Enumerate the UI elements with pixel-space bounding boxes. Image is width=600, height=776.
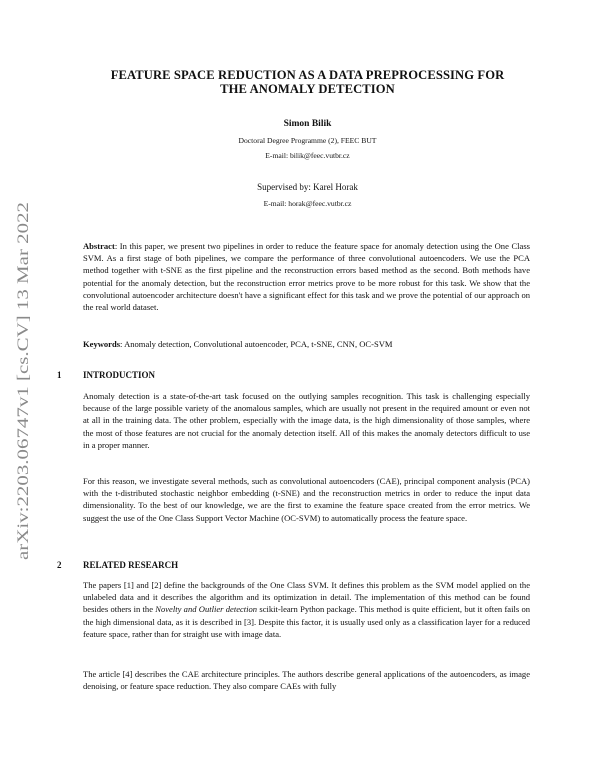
section-number: 1 xyxy=(57,370,62,380)
related-paragraph-1-start: The papers [1] and [2] define the backgrounds of the One Class SVM. It defines this problem as the SVM model applied on the unlabeled data and it describes the algorithm and its optimization in detail. The implementation of this method can be found besides others in the xyxy=(83,580,530,615)
abstract-label: Abstract xyxy=(83,241,115,251)
intro-paragraph-2: For this reason, we investigate several methods, such as convolutional autoencoders (CAE), principal component analysis (PCA) with the t-distributed stochastic neighbor embedding (t-SNE) and the reconstruction metrics in order to reduce the input data dimensionality. To the best of our knowledge, we are the first to examine the feature space created from the error metrics. We suggest the use of the One Class Support Vector Machine (OC-SVM) to automatically process the feature space. xyxy=(83,476,530,523)
intro-paragraph-1: Anomaly detection is a state-of-the-art task focused on the outlying samples recognition. This task is challenging especially because of the large possible variety of the anomalous samples, which are usually not present in the required amount or even not at all in the training data. The other problem, especially with the image data, is the high dimensionality of those samples, where the most of those features are not crucial for the anomaly detection itself. All of this makes the anomaly detectors difficult to use in a proper manner. xyxy=(83,391,530,450)
supervisor-line: Supervised by: Karel Horak xyxy=(257,182,358,192)
abstract-text: : In this paper, we present two pipelines in order to reduce the feature space for anomaly detection using the One Class SVM. As a first stage of both pipelines, we compare the performance of three convolutional autoencoders. We use the PCA method together with t-SNE as the first pipeline and the reconstruction errors based method as the second. Both methods have potential for the anomaly detection, but the reconstruction error metrics prove to be more robust for this task. We show that the convolutional autoencoder architecture doesn't have a significant effect for this task and we prove the potential of our approach on the real world dataset. xyxy=(83,241,530,313)
author-affiliation: Doctoral Degree Programme (2), FEEC BUT xyxy=(238,136,377,145)
section-heading-introduction xyxy=(57,370,155,380)
arxiv-identifier-text: arXiv:2203.06747v1 [cs.CV] 13 Mar 2022 xyxy=(15,286,32,560)
related-paragraph-2: The article [4] describes the CAE architecture principles. The authors describe general applications of the autoencoders, as image denoising, or feature space reduction. They also compare CAEs with fully xyxy=(83,669,530,692)
supervisor-email: E-mail: horak@feec.vutbr.cz xyxy=(263,199,352,208)
arxiv-side-stamp xyxy=(6,200,36,560)
title-line-2: THE ANOMALY DETECTION xyxy=(220,82,395,96)
section-title: INTRODUCTION xyxy=(83,370,156,380)
keywords-label: Keywords xyxy=(83,339,121,349)
abstract xyxy=(83,240,530,313)
keywords xyxy=(83,338,530,350)
related-paragraph-1-end: scikit-learn Python package. This method is quite efficient, but it often fails on the high dimensional data, as it is described in [3]. Despite this factor, it is usually used only as a classification layer for a reduced feature space, rather than for straight use with image data. xyxy=(83,604,530,639)
paper-title xyxy=(60,68,555,96)
author-email: E-mail: bilik@feec.vutbr.cz xyxy=(265,151,350,160)
section-title: RELATED RESEARCH xyxy=(83,560,179,570)
package-name-italic: Novelty and Outlier detection xyxy=(155,604,258,615)
related-paragraph-1 xyxy=(83,579,530,640)
title-line-1: FEATURE SPACE REDUCTION AS A DATA PREPROCESSING FOR xyxy=(110,68,505,82)
author-name: Simon Bilik xyxy=(283,119,332,129)
section-number: 2 xyxy=(57,560,62,570)
keywords-text: : Anomaly detection, Convolutional autoencoder, PCA, t-SNE, CNN, OC-SVM xyxy=(120,339,393,349)
section-heading-related-research xyxy=(57,560,178,570)
